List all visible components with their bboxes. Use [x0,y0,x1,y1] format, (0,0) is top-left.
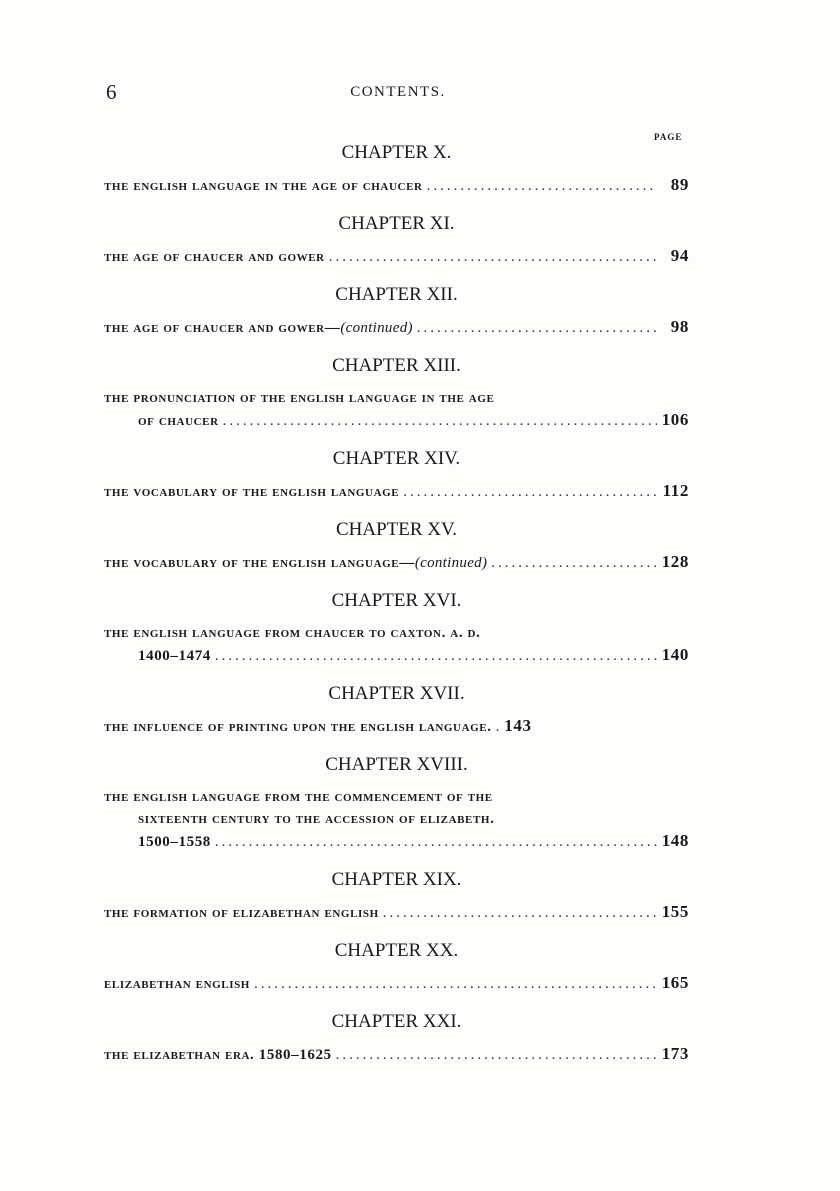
page-ref: 155 [661,902,689,921]
chapter-title: the english language from the commencement of the [104,789,493,805]
chapter-entry [104,209,689,268]
chapter-title: elizabethan english [104,976,250,992]
chapter-heading: CHAPTER XIII. [332,355,461,376]
chapter-title: the english language in the age of chaucer [104,178,423,194]
page-ref: 143 [504,716,532,735]
page-ref: 98 [670,317,689,336]
toc-line [104,387,689,409]
chapter-title: the age of chaucer and gower— [104,320,341,336]
chapter-entry [104,586,689,667]
dot-leader [329,246,657,268]
dot-leader [215,831,657,853]
chapter-title: the age of chaucer and gower [104,249,325,265]
dot-leader [491,552,657,574]
page-number: 6 [106,80,117,104]
chapter-title: of chaucer [138,413,219,429]
chapter-heading: CHAPTER X. [341,142,452,163]
chapter-title: the vocabulary of the english language [104,484,400,500]
chapter-entry [104,444,689,503]
page-ref: 148 [661,831,689,850]
toc-line [104,245,689,268]
page-ref: 89 [670,175,689,194]
chapter-entry [104,679,689,738]
page-ref: 94 [670,246,689,265]
toc-line [104,644,689,667]
toc-line [104,808,689,830]
table-of-contents [104,138,689,1066]
dot-leader [223,410,657,432]
chapter-heading: CHAPTER XXI. [331,1011,462,1032]
chapter-title: 1400–1474 [138,648,211,664]
page-ref: 140 [661,645,689,664]
chapter-title: the vocabulary of the english language— [104,555,415,571]
chapter-heading: CHAPTER XI. [338,213,455,234]
toc-line [104,786,689,808]
chapter-entry [104,351,689,432]
chapter-heading: CHAPTER XIX. [331,869,462,890]
page-ref: 165 [661,973,689,992]
toc-line [104,715,689,738]
chapter-heading: CHAPTER XVIII. [325,754,468,775]
chapter-heading: CHAPTER XX. [334,940,459,961]
dot-leader [383,902,657,924]
dot-leader [336,1044,657,1066]
toc-line [104,972,689,995]
chapter-title: the influence of printing upon the english language. [104,719,492,735]
dot-leader [427,175,657,197]
chapter-title: sixteenth century to the accession of elizabeth. [138,811,495,827]
chapter-entry [104,865,689,924]
toc-line [104,551,689,574]
toc-line [104,480,689,503]
page-ref: 128 [661,552,689,571]
running-title: CONTENTS. [350,84,446,100]
chapter-entry [104,1007,689,1066]
chapter-title: the formation of elizabethan english [104,905,379,921]
page-ref: 106 [661,410,689,429]
dot-leader [417,317,657,339]
chapter-title: the elizabethan era. 1580–1625 [104,1047,332,1063]
dot-leader [403,481,657,503]
chapter-entry [104,936,689,995]
chapter-heading: CHAPTER XVI. [331,590,462,611]
continued-note: (continued) [340,320,413,336]
chapter-entry [104,280,689,339]
page-column-label: PAGE [654,132,683,142]
page-header [104,80,692,110]
chapter-title: the pronunciation of the english language in the age [104,390,495,406]
page-ref: 112 [662,481,689,500]
chapter-entry [104,750,689,853]
chapter-title: the english language from chaucer to caxton. a. d. [104,625,481,641]
dot-leader [215,645,657,667]
toc-line [104,316,689,339]
chapter-heading: CHAPTER XV. [335,519,458,540]
toc-line [104,1043,689,1066]
chapter-heading: CHAPTER XII. [335,284,458,305]
continued-note: (continued) [414,555,488,571]
page-ref: 173 [661,1044,689,1063]
toc-line [104,901,689,924]
chapter-heading: CHAPTER XVII. [328,683,465,704]
toc-line [104,830,689,853]
chapter-entry [104,515,689,574]
toc-line [104,622,689,644]
toc-line [104,174,689,197]
dot-leader [254,973,657,995]
chapter-title: 1500–1558 [138,834,211,850]
chapter-heading: CHAPTER XIV. [332,448,461,469]
dot-leader-spacer [496,716,500,738]
toc-line [104,409,689,432]
chapter-entry [104,138,689,197]
